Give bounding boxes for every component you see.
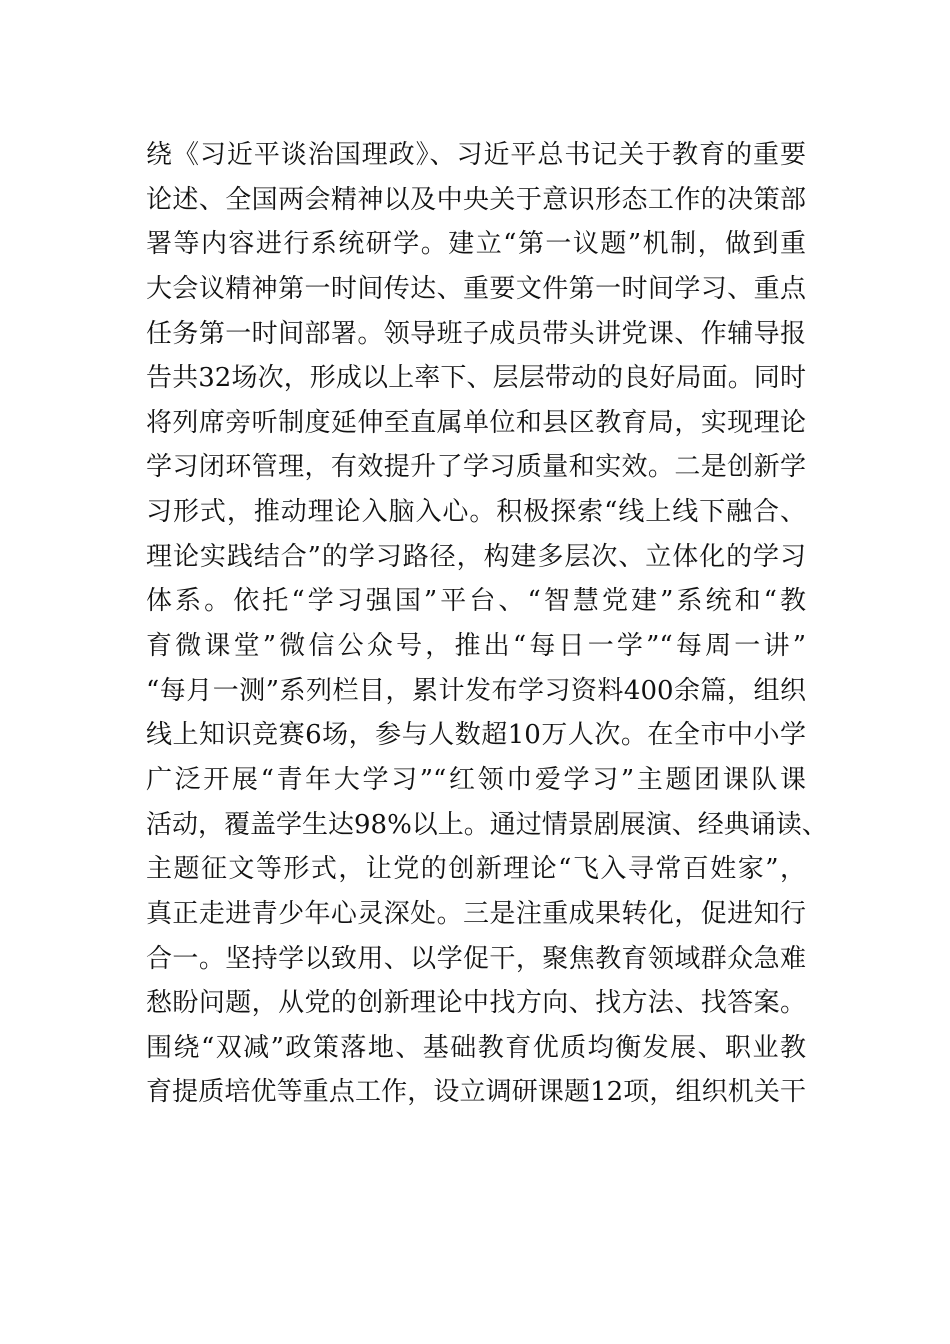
text-line: 主题征文等形式，让党的创新理论“飞入寻常百姓家”， — [146, 854, 806, 885]
text-line: 愁盼问题，从党的创新理论中找方向、找方法、找答案。 — [146, 988, 806, 1019]
text-line: 合一。坚持学以致用、以学促干，聚焦教育领域群众急难 — [146, 943, 806, 974]
text-line: 大会议精神第一时间传达、重要文件第一时间学习、重点 — [146, 273, 806, 304]
text-line: 理论实践结合”的学习路径，构建多层次、立体化的学习 — [146, 541, 806, 572]
text-line: 告共32场次，形成以上率下、层层带动的良好局面。同时 — [146, 363, 806, 394]
text-line: 广泛开展“青年大学习”“红领巾爱学习”主题团课队课 — [146, 764, 806, 795]
text-line: 绕《习近平谈治国理政》、习近平总书记关于教育的重要 — [146, 140, 806, 170]
text-line: 活动，覆盖学生达98%以上。通过情景剧展演、经典诵读、 — [146, 809, 828, 840]
text-line: 习形式，推动理论入脑入心。积极探索“线上线下融合、 — [146, 497, 806, 528]
text-line: 育微课堂”微信公众号，推出“每日一学”“每周一讲” — [146, 631, 806, 662]
text-line: 体系。依托“学习强国”平台、“智慧党建”系统和“教 — [146, 586, 806, 617]
text-line: 任务第一时间部署。领导班子成员带头讲党课、作辅导报 — [146, 318, 806, 349]
text-line: 署等内容进行系统研学。建立“第一议题”机制，做到重 — [146, 229, 806, 260]
text-line: 真正走进青少年心灵深处。三是注重成果转化，促进知行 — [146, 898, 806, 929]
text-line: 育提质培优等重点工作，设立调研课题12项，组织机关干 — [146, 1077, 806, 1108]
text-line: 线上知识竞赛6场，参与人数超10万人次。在全市中小学 — [146, 720, 806, 751]
text-line: 论述、全国两会精神以及中央关于意识形态工作的决策部 — [146, 184, 806, 215]
text-line: 围绕“双减”政策落地、基础教育优质均衡发展、职业教 — [146, 1032, 806, 1063]
text-line: “每月一测”系列栏目，累计发布学习资料400余篇，组织 — [146, 675, 806, 706]
text-line: 将列席旁听制度延伸至直属单位和县区教育局，实现理论 — [146, 407, 806, 438]
text-line: 学习闭环管理，有效提升了学习质量和实效。二是创新学 — [146, 452, 806, 483]
document-body — [146, 133, 828, 1115]
